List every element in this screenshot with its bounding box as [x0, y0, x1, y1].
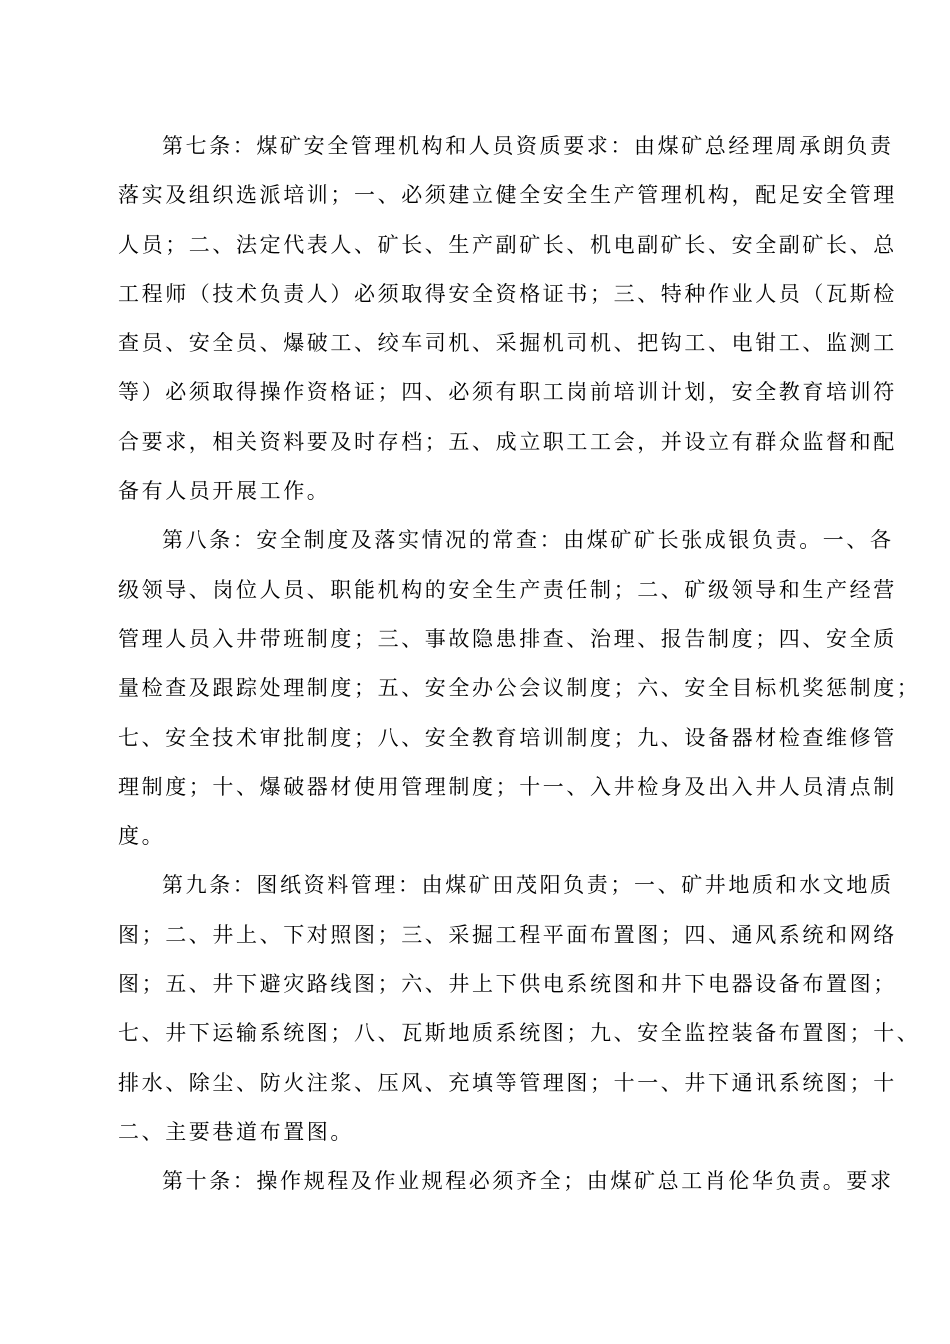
- paragraph-line: 合要求，相关资料要及时存档；五、成立职工工会，并设立有群众监督和配: [118, 429, 897, 454]
- paragraph-line: 查员、安全员、爆破工、绞车司机、采掘机司机、把钩工、电钳工、监测工: [118, 331, 897, 356]
- paragraph-line: 二、主要巷道布置图。: [118, 1119, 354, 1144]
- paragraph-line: 图；二、井上、下对照图；三、采掘工程平面布置图；四、通风系统和网络: [118, 922, 897, 947]
- paragraph-line: 度。: [118, 824, 166, 849]
- paragraph-line: 管理人员入井带班制度；三、事故隐患排查、治理、报告制度；四、安全质: [118, 626, 897, 651]
- article-9-paragraph: [118, 861, 921, 1157]
- article-7-paragraph: [118, 122, 897, 516]
- paragraph-line: 第九条：图纸资料管理：由煤矿田茂阳负责；一、矿井地质和水文地质: [162, 873, 894, 898]
- paragraph-line: 人员；二、法定代表人、矿长、生产副矿长、机电副矿长、安全副矿长、总: [118, 232, 897, 257]
- paragraph-line: 备有人员开展工作。: [118, 479, 331, 504]
- paragraph-line: 第十条：操作规程及作业规程必须齐全；由煤矿总工肖伦华负责。要求: [162, 1169, 894, 1194]
- paragraph-line: 图；五、井下避灾路线图；六、井上下供电系统图和井下电器设备布置图；: [118, 972, 897, 997]
- paragraph-line: 七、井下运输系统图；八、瓦斯地质系统图；九、安全监控装备布置图；十、: [118, 1021, 921, 1046]
- paragraph-line: 第八条：安全制度及落实情况的常查：由煤矿矿长张成银负责。一、各: [162, 528, 894, 553]
- paragraph-line: 第七条：煤矿安全管理机构和人员资质要求：由煤矿总经理周承朗负责: [162, 134, 894, 158]
- article-8-paragraph: [118, 516, 921, 861]
- document-body: [118, 122, 921, 1207]
- paragraph-line: 理制度；十、爆破器材使用管理制度；十一、入井检身及出入井人员清点制: [118, 774, 897, 799]
- paragraph-line: 级领导、岗位人员、职能机构的安全生产责任制；二、矿级领导和生产经营: [118, 577, 897, 602]
- paragraph-line: 工程师（技术负责人）必须取得安全资格证书；三、特种作业人员（瓦斯检: [118, 281, 897, 306]
- paragraph-line: 落实及组织选派培训；一、必须建立健全安全生产管理机构，配足安全管理: [118, 183, 897, 208]
- paragraph-line: 等）必须取得操作资格证；四、必须有职工岗前培训计划，安全教育培训符: [118, 380, 897, 405]
- paragraph-line: 排水、除尘、防火注浆、压风、充填等管理图；十一、井下通讯系统图；十: [118, 1070, 897, 1095]
- paragraph-line: 量检查及跟踪处理制度；五、安全办公会议制度；六、安全目标机奖惩制度；: [118, 676, 921, 701]
- paragraph-line: 七、安全技术审批制度；八、安全教育培训制度；九、设备器材检查维修管: [118, 725, 897, 750]
- article-10-paragraph: [118, 1157, 894, 1206]
